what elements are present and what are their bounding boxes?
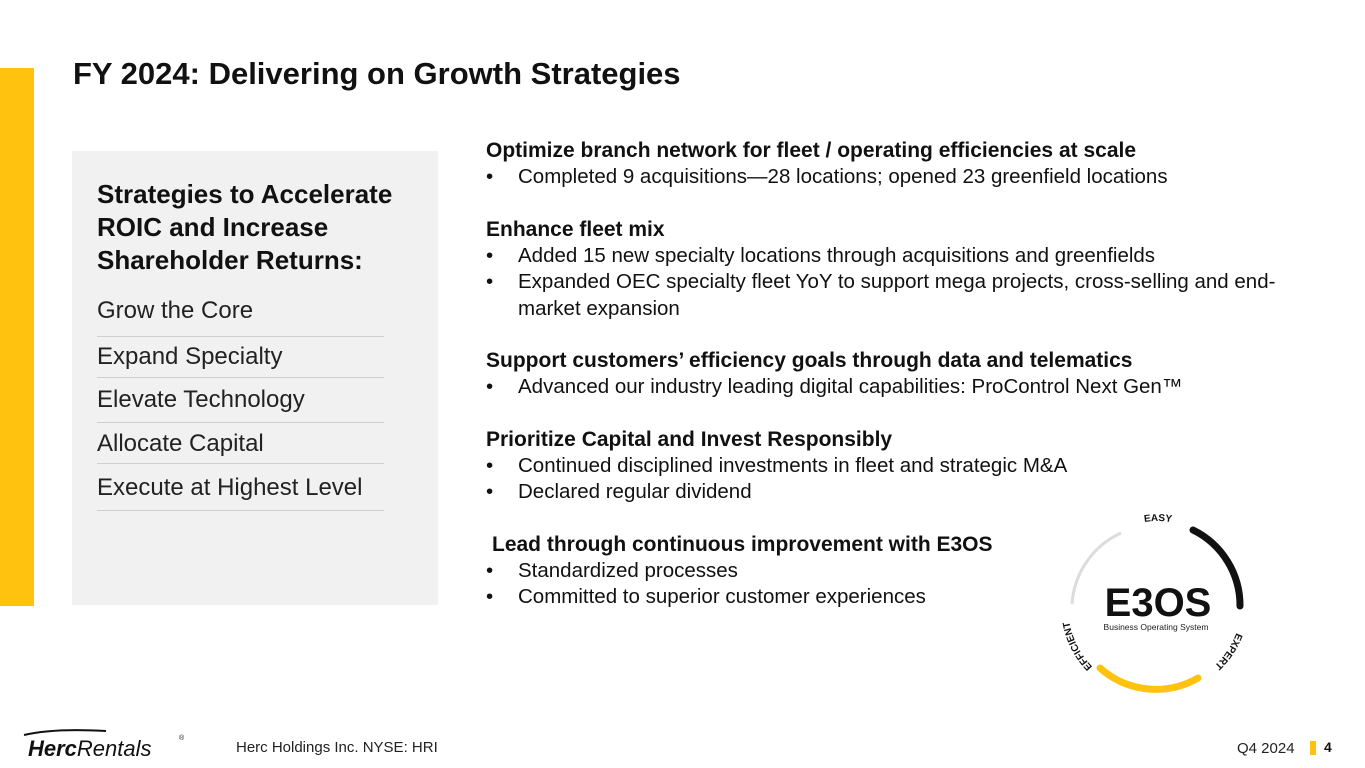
accent-bar bbox=[0, 68, 34, 606]
e3os-wordmark: E3OS bbox=[1104, 581, 1212, 625]
bullet-item: • Declared regular dividend bbox=[486, 479, 1326, 506]
logo-swoosh bbox=[24, 730, 106, 735]
section-capital bbox=[486, 427, 1326, 506]
logo-wordmark: HercRentals bbox=[28, 736, 152, 761]
ring-label-expert: EXPERT bbox=[1212, 631, 1244, 672]
section-fleet-mix bbox=[486, 217, 1326, 323]
slide-title: FY 2024: Delivering on Growth Strategies bbox=[73, 56, 681, 91]
section-title: Prioritize Capital and Invest Responsibly bbox=[486, 427, 893, 451]
section-title: Lead through continuous improvement with E3OS bbox=[492, 532, 993, 556]
e3os-logo bbox=[1058, 508, 1258, 698]
bullet-item: • Advanced our industry leading digital capabilities: ProControl Next Gen™ bbox=[486, 374, 1326, 401]
section-telematics bbox=[486, 348, 1326, 401]
ring-yellow-arc bbox=[1100, 668, 1198, 689]
section-branch-network bbox=[486, 138, 1326, 191]
page-number: 4 bbox=[1324, 739, 1332, 755]
bullet-item: • Committed to superior customer experiences bbox=[486, 584, 1326, 611]
bullet-item: • Expanded OEC specialty fleet YoY to support mega projects, cross-selling and end-market expansion bbox=[486, 269, 1326, 322]
strategies-panel bbox=[72, 151, 438, 605]
section-title: Optimize branch network for fleet / operating efficiencies at scale bbox=[486, 139, 1137, 162]
strategy-item: Elevate Technology bbox=[97, 378, 384, 423]
bullet-list bbox=[486, 374, 1326, 401]
footer-accent-mark bbox=[1310, 741, 1316, 755]
bullet-list bbox=[486, 164, 1326, 191]
bullet-list bbox=[486, 453, 1326, 506]
ring-label-easy: EASY bbox=[1143, 512, 1173, 526]
e3os-subtitle: Business Operating System bbox=[1103, 622, 1209, 632]
bullet-item: • Continued disciplined investments in fleet and strategic M&A bbox=[486, 453, 1326, 480]
ring-label-efficient: EFFICIENT bbox=[1061, 620, 1095, 673]
section-title: Enhance fleet mix bbox=[486, 217, 665, 241]
section-title: Support customers’ efficiency goals through data and telematics bbox=[486, 349, 1133, 372]
strategy-item: Execute at Highest Level bbox=[97, 464, 384, 511]
bullet-item: • Added 15 new specialty locations through acquisitions and greenfields bbox=[486, 243, 1326, 270]
bullet-list bbox=[486, 243, 1326, 323]
herc-rentals-logo bbox=[18, 726, 190, 762]
footer-company: Herc Holdings Inc. NYSE: HRI bbox=[236, 739, 438, 756]
footer-quarter: Q4 2024 bbox=[1237, 740, 1295, 757]
bullet-item: • Standardized processes bbox=[486, 558, 1326, 585]
strategy-item: Expand Specialty bbox=[97, 337, 384, 378]
panel-heading: Strategies to Accelerate ROIC and Increase Shareholder Returns: bbox=[97, 179, 393, 275]
strategy-item: Grow the Core bbox=[97, 293, 384, 337]
strategy-item: Allocate Capital bbox=[97, 423, 384, 464]
strategy-list bbox=[97, 293, 384, 511]
registered-mark: ® bbox=[179, 735, 185, 742]
bullet-item: • Completed 9 acquisitions—28 locations; opened 23 greenfield locations bbox=[486, 164, 1326, 191]
